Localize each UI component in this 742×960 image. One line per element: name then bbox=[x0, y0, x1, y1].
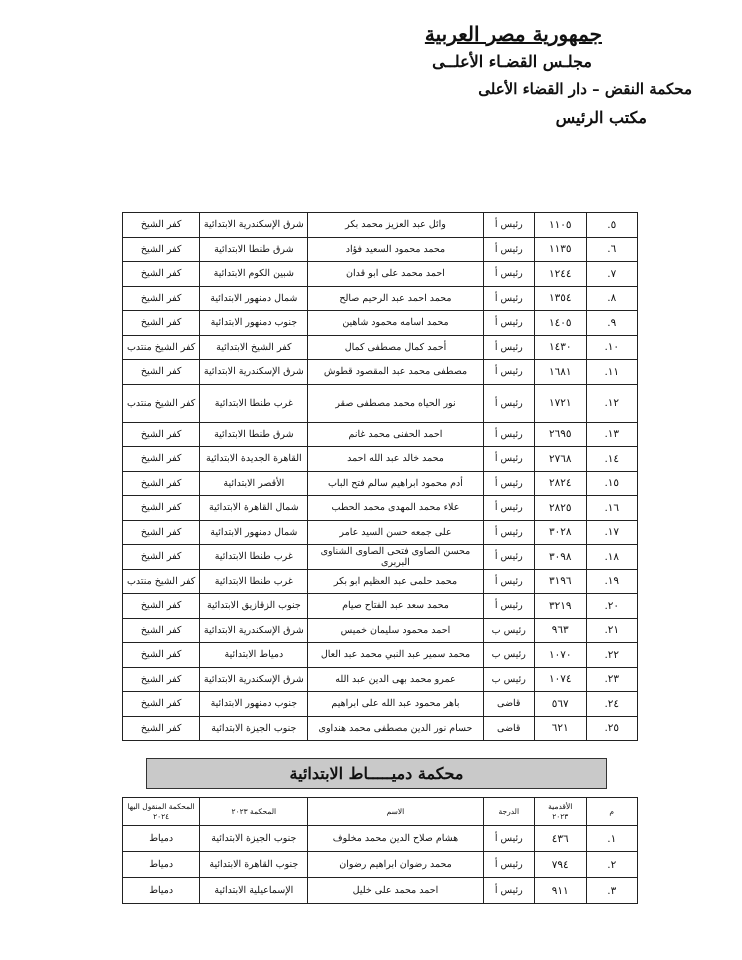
grade-cell: رئيس أ bbox=[483, 852, 535, 878]
seniority-number-cell: ١٠٧٠ bbox=[535, 643, 587, 668]
row-index-cell: ٢٤. bbox=[586, 692, 638, 717]
to-court-cell: دمياط bbox=[123, 852, 200, 878]
grade-cell: رئيس أ bbox=[483, 545, 535, 570]
judge-name-cell: محمد خالد عبد الله احمد bbox=[308, 447, 483, 472]
table-row bbox=[123, 643, 638, 668]
table-row bbox=[123, 692, 638, 717]
judge-name-cell: وائل عبد العزيز محمد بكر bbox=[308, 213, 483, 238]
from-court-cell: شرق طنطا الابتدائية bbox=[200, 237, 308, 262]
row-index-cell: ٢٣. bbox=[586, 667, 638, 692]
judge-name-cell: احمد الحفنى محمد غانم bbox=[308, 422, 483, 447]
to-court-cell: كفر الشيخ bbox=[123, 545, 200, 570]
header-seniority-label: الأقدمية bbox=[548, 801, 573, 811]
header-country: جمهورية مصر العربية bbox=[424, 22, 602, 46]
seniority-number-cell: ٣٠٢٨ bbox=[535, 520, 587, 545]
section-banner-damietta: محكمة دميـــــاط الابتدائية bbox=[146, 758, 607, 789]
grade-cell: رئيس أ bbox=[483, 237, 535, 262]
row-index-cell: ١٧. bbox=[586, 520, 638, 545]
grade-cell: رئيس أ bbox=[483, 496, 535, 521]
table-row bbox=[123, 852, 638, 878]
row-index-cell: ١١. bbox=[586, 360, 638, 385]
from-court-cell: شمال دمنهور الابتدائية bbox=[200, 520, 308, 545]
seniority-number-cell: ٧٩٤ bbox=[535, 852, 587, 878]
judge-name-cell: محمد سمير عبد النبي محمد عبد العال bbox=[308, 643, 483, 668]
row-index-cell: ١٣. bbox=[586, 422, 638, 447]
row-index-cell: ٥. bbox=[586, 213, 638, 238]
to-court-cell: كفر الشيخ bbox=[123, 716, 200, 741]
row-index-cell: ١٤. bbox=[586, 447, 638, 472]
table-row bbox=[123, 545, 638, 570]
seniority-number-cell: ٦٢١ bbox=[535, 716, 587, 741]
table-row bbox=[123, 213, 638, 238]
grade-cell: رئيس أ bbox=[483, 360, 535, 385]
seniority-number-cell: ٢٦٩٥ bbox=[535, 422, 587, 447]
judge-name-cell: محمد محمود السعيد فؤاد bbox=[308, 237, 483, 262]
seniority-number-cell: ١٧٢١ bbox=[535, 384, 587, 422]
table-row bbox=[123, 878, 638, 904]
grade-cell: رئيس أ bbox=[483, 335, 535, 360]
seniority-number-cell: ٣١٩٦ bbox=[535, 569, 587, 594]
from-court-cell: جنوب الزقازيق الابتدائية bbox=[200, 594, 308, 619]
seniority-number-cell: ١١٠٥ bbox=[535, 213, 587, 238]
from-court-cell: غرب طنطا الابتدائية bbox=[200, 569, 308, 594]
row-index-cell: ٩. bbox=[586, 311, 638, 336]
to-court-cell: كفر الشيخ bbox=[123, 422, 200, 447]
from-court-cell: شرق الإسكندرية الابتدائية bbox=[200, 618, 308, 643]
table-row bbox=[123, 335, 638, 360]
seniority-number-cell: ٩١١ bbox=[535, 878, 587, 904]
row-index-cell: ٦. bbox=[586, 237, 638, 262]
grade-cell: رئيس أ bbox=[483, 520, 535, 545]
row-index-cell: ٢٢. bbox=[586, 643, 638, 668]
judge-name-cell: مصطفى محمد عبد المقصود قطوش bbox=[308, 360, 483, 385]
from-court-cell: شرق الإسكندرية الابتدائية bbox=[200, 360, 308, 385]
table-row bbox=[123, 237, 638, 262]
judge-name-cell: محسن الصاوى فتحى الصاوى الشناوى البربرى bbox=[308, 545, 483, 570]
from-court-cell: شبين الكوم الابتدائية bbox=[200, 262, 308, 287]
judge-name-cell: محمد اسامه محمود شاهين bbox=[308, 311, 483, 336]
row-index-cell: ١٦. bbox=[586, 496, 638, 521]
judge-name-cell: باهر محمود عبد الله على ابراهيم bbox=[308, 692, 483, 717]
table-row bbox=[123, 716, 638, 741]
table-row bbox=[123, 360, 638, 385]
row-index-cell: ٢٥. bbox=[586, 716, 638, 741]
grade-cell: قاضى bbox=[483, 692, 535, 717]
table-header-row bbox=[123, 798, 638, 826]
from-court-cell: الأقصر الابتدائية bbox=[200, 471, 308, 496]
judge-name-cell: هشام صلاح الدين محمد مخلوف bbox=[308, 826, 483, 852]
grade-cell: رئيس أ bbox=[483, 447, 535, 472]
grade-cell: رئيس ب bbox=[483, 643, 535, 668]
table-row bbox=[123, 447, 638, 472]
row-index-cell: ٢. bbox=[586, 852, 638, 878]
seniority-number-cell: ١٠٧٤ bbox=[535, 667, 587, 692]
table-row bbox=[123, 594, 638, 619]
row-index-cell: ١٢. bbox=[586, 384, 638, 422]
grade-cell: رئيس أ bbox=[483, 311, 535, 336]
table-row bbox=[123, 422, 638, 447]
table-row bbox=[123, 262, 638, 287]
row-index-cell: ٢١. bbox=[586, 618, 638, 643]
header-index: م bbox=[586, 798, 638, 826]
table-row bbox=[123, 286, 638, 311]
grade-cell: رئيس أ bbox=[483, 286, 535, 311]
table-row bbox=[123, 667, 638, 692]
seniority-number-cell: ٢٨٢٥ bbox=[535, 496, 587, 521]
seniority-number-cell: ٩٦٣ bbox=[535, 618, 587, 643]
to-court-cell: كفر الشيخ bbox=[123, 213, 200, 238]
judge-name-cell: محمد احمد عبد الرحيم صالح bbox=[308, 286, 483, 311]
table-row bbox=[123, 496, 638, 521]
to-court-cell: كفر الشيخ bbox=[123, 618, 200, 643]
table-row bbox=[123, 826, 638, 852]
to-court-cell: كفر الشيخ bbox=[123, 496, 200, 521]
seniority-number-cell: ١٦٨١ bbox=[535, 360, 587, 385]
grade-cell: رئيس ب bbox=[483, 667, 535, 692]
judge-name-cell: احمد محمود سليمان خميس bbox=[308, 618, 483, 643]
header-destination-year: ٢٠٢٤ bbox=[153, 811, 170, 821]
header-name: الاسم bbox=[308, 798, 483, 826]
row-index-cell: ١٨. bbox=[586, 545, 638, 570]
from-court-cell: غرب طنطا الابتدائية bbox=[200, 545, 308, 570]
judge-name-cell: احمد محمد على ابو قدان bbox=[308, 262, 483, 287]
from-court-cell: غرب طنطا الابتدائية bbox=[200, 384, 308, 422]
seniority-number-cell: ٥٦٧ bbox=[535, 692, 587, 717]
grade-cell: رئيس أ bbox=[483, 878, 535, 904]
to-court-cell: كفر الشيخ bbox=[123, 237, 200, 262]
table-row bbox=[123, 520, 638, 545]
to-court-cell: دمياط bbox=[123, 878, 200, 904]
to-court-cell: كفر الشيخ bbox=[123, 286, 200, 311]
seniority-number-cell: ١٣٥٤ bbox=[535, 286, 587, 311]
header-seniority bbox=[535, 798, 587, 826]
header-grade: الدرجة bbox=[483, 798, 535, 826]
to-court-cell: كفر الشيخ bbox=[123, 311, 200, 336]
grade-cell: رئيس أ bbox=[483, 262, 535, 287]
judge-name-cell: احمد محمد على خليل bbox=[308, 878, 483, 904]
grade-cell: رئيس أ bbox=[483, 594, 535, 619]
judge-name-cell: محمد رضوان ابراهيم رضوان bbox=[308, 852, 483, 878]
header-court-2023: المحكمة ٢٠٢٣ bbox=[200, 798, 308, 826]
transfers-table-damietta bbox=[122, 797, 638, 904]
table-row bbox=[123, 384, 638, 422]
from-court-cell: شمال القاهرة الابتدائية bbox=[200, 496, 308, 521]
row-index-cell: ٣. bbox=[586, 878, 638, 904]
grade-cell: رئيس أ bbox=[483, 384, 535, 422]
row-index-cell: ١٩. bbox=[586, 569, 638, 594]
to-court-cell: كفر الشيخ منتدب bbox=[123, 335, 200, 360]
grade-cell: رئيس أ bbox=[483, 826, 535, 852]
judge-name-cell: عمرو محمد بهى الدين عبد الله bbox=[308, 667, 483, 692]
to-court-cell: دمياط bbox=[123, 826, 200, 852]
from-court-cell: شرق الإسكندرية الابتدائية bbox=[200, 667, 308, 692]
header-destination bbox=[123, 798, 200, 826]
seniority-number-cell: ٤٣٦ bbox=[535, 826, 587, 852]
table-row bbox=[123, 471, 638, 496]
grade-cell: رئيس أ bbox=[483, 422, 535, 447]
seniority-number-cell: ١١٣٥ bbox=[535, 237, 587, 262]
grade-cell: رئيس ب bbox=[483, 618, 535, 643]
header-office: مكتب الرئيس bbox=[555, 108, 647, 127]
to-court-cell: كفر الشيخ منتدب bbox=[123, 384, 200, 422]
judge-name-cell: علاء محمد المهدى محمد الحطب bbox=[308, 496, 483, 521]
seniority-number-cell: ١٤٣٠ bbox=[535, 335, 587, 360]
table-row bbox=[123, 618, 638, 643]
to-court-cell: كفر الشيخ منتدب bbox=[123, 569, 200, 594]
judge-name-cell: محمد سعد عبد الفتاح صيام bbox=[308, 594, 483, 619]
from-court-cell: الإسماعيلية الابتدائية bbox=[200, 878, 308, 904]
header-seniority-year: ٢٠٢٣ bbox=[552, 811, 569, 821]
seniority-number-cell: ٣٠٩٨ bbox=[535, 545, 587, 570]
from-court-cell: شرق طنطا الابتدائية bbox=[200, 422, 308, 447]
header-council: مجلـس القضـاء الأعلــى bbox=[432, 52, 592, 71]
seniority-number-cell: ١٤٠٥ bbox=[535, 311, 587, 336]
from-court-cell: جنوب القاهرة الابتدائية bbox=[200, 852, 308, 878]
from-court-cell: كفر الشيخ الابتدائية bbox=[200, 335, 308, 360]
seniority-number-cell: ٣٢١٩ bbox=[535, 594, 587, 619]
grade-cell: رئيس أ bbox=[483, 213, 535, 238]
row-index-cell: ١٥. bbox=[586, 471, 638, 496]
from-court-cell: دمياط الابتدائية bbox=[200, 643, 308, 668]
to-court-cell: كفر الشيخ bbox=[123, 643, 200, 668]
judge-name-cell: محمد حلمى عبد العظيم ابو بكر bbox=[308, 569, 483, 594]
seniority-number-cell: ١٢٤٤ bbox=[535, 262, 587, 287]
from-court-cell: شرق الإسكندرية الابتدائية bbox=[200, 213, 308, 238]
to-court-cell: كفر الشيخ bbox=[123, 667, 200, 692]
row-index-cell: ٧. bbox=[586, 262, 638, 287]
grade-cell: رئيس أ bbox=[483, 471, 535, 496]
to-court-cell: كفر الشيخ bbox=[123, 692, 200, 717]
to-court-cell: كفر الشيخ bbox=[123, 262, 200, 287]
seniority-number-cell: ٢٨٢٤ bbox=[535, 471, 587, 496]
grade-cell: رئيس أ bbox=[483, 569, 535, 594]
from-court-cell: شمال دمنهور الابتدائية bbox=[200, 286, 308, 311]
from-court-cell: جنوب الجيزة الابتدائية bbox=[200, 826, 308, 852]
seniority-number-cell: ٢٧٦٨ bbox=[535, 447, 587, 472]
transfers-table-kafr-elsheikh bbox=[122, 212, 638, 741]
judge-name-cell: أدم محمود ابراهيم سالم فتح الباب bbox=[308, 471, 483, 496]
to-court-cell: كفر الشيخ bbox=[123, 360, 200, 385]
from-court-cell: القاهرة الجديدة الابتدائية bbox=[200, 447, 308, 472]
judge-name-cell: حسام نور الدين مصطفى محمد هنداوى bbox=[308, 716, 483, 741]
table-row bbox=[123, 311, 638, 336]
judge-name-cell: على جمعه حسن السيد عامر bbox=[308, 520, 483, 545]
header-destination-label: المحكمة المنقول اليها bbox=[127, 801, 195, 811]
table-row bbox=[123, 569, 638, 594]
row-index-cell: ١. bbox=[586, 826, 638, 852]
judge-name-cell: نور الحياه محمد مصطفى صقر bbox=[308, 384, 483, 422]
row-index-cell: ٢٠. bbox=[586, 594, 638, 619]
to-court-cell: كفر الشيخ bbox=[123, 520, 200, 545]
from-court-cell: جنوب دمنهور الابتدائية bbox=[200, 692, 308, 717]
to-court-cell: كفر الشيخ bbox=[123, 594, 200, 619]
to-court-cell: كفر الشيخ bbox=[123, 471, 200, 496]
header-court: محكمة النقض – دار القضاء الأعلى bbox=[478, 80, 692, 98]
to-court-cell: كفر الشيخ bbox=[123, 447, 200, 472]
row-index-cell: ٨. bbox=[586, 286, 638, 311]
row-index-cell: ١٠. bbox=[586, 335, 638, 360]
grade-cell: قاضى bbox=[483, 716, 535, 741]
judge-name-cell: أحمد كمال مصطفى كمال bbox=[308, 335, 483, 360]
from-court-cell: جنوب دمنهور الابتدائية bbox=[200, 311, 308, 336]
from-court-cell: جنوب الجيزة الابتدائية bbox=[200, 716, 308, 741]
